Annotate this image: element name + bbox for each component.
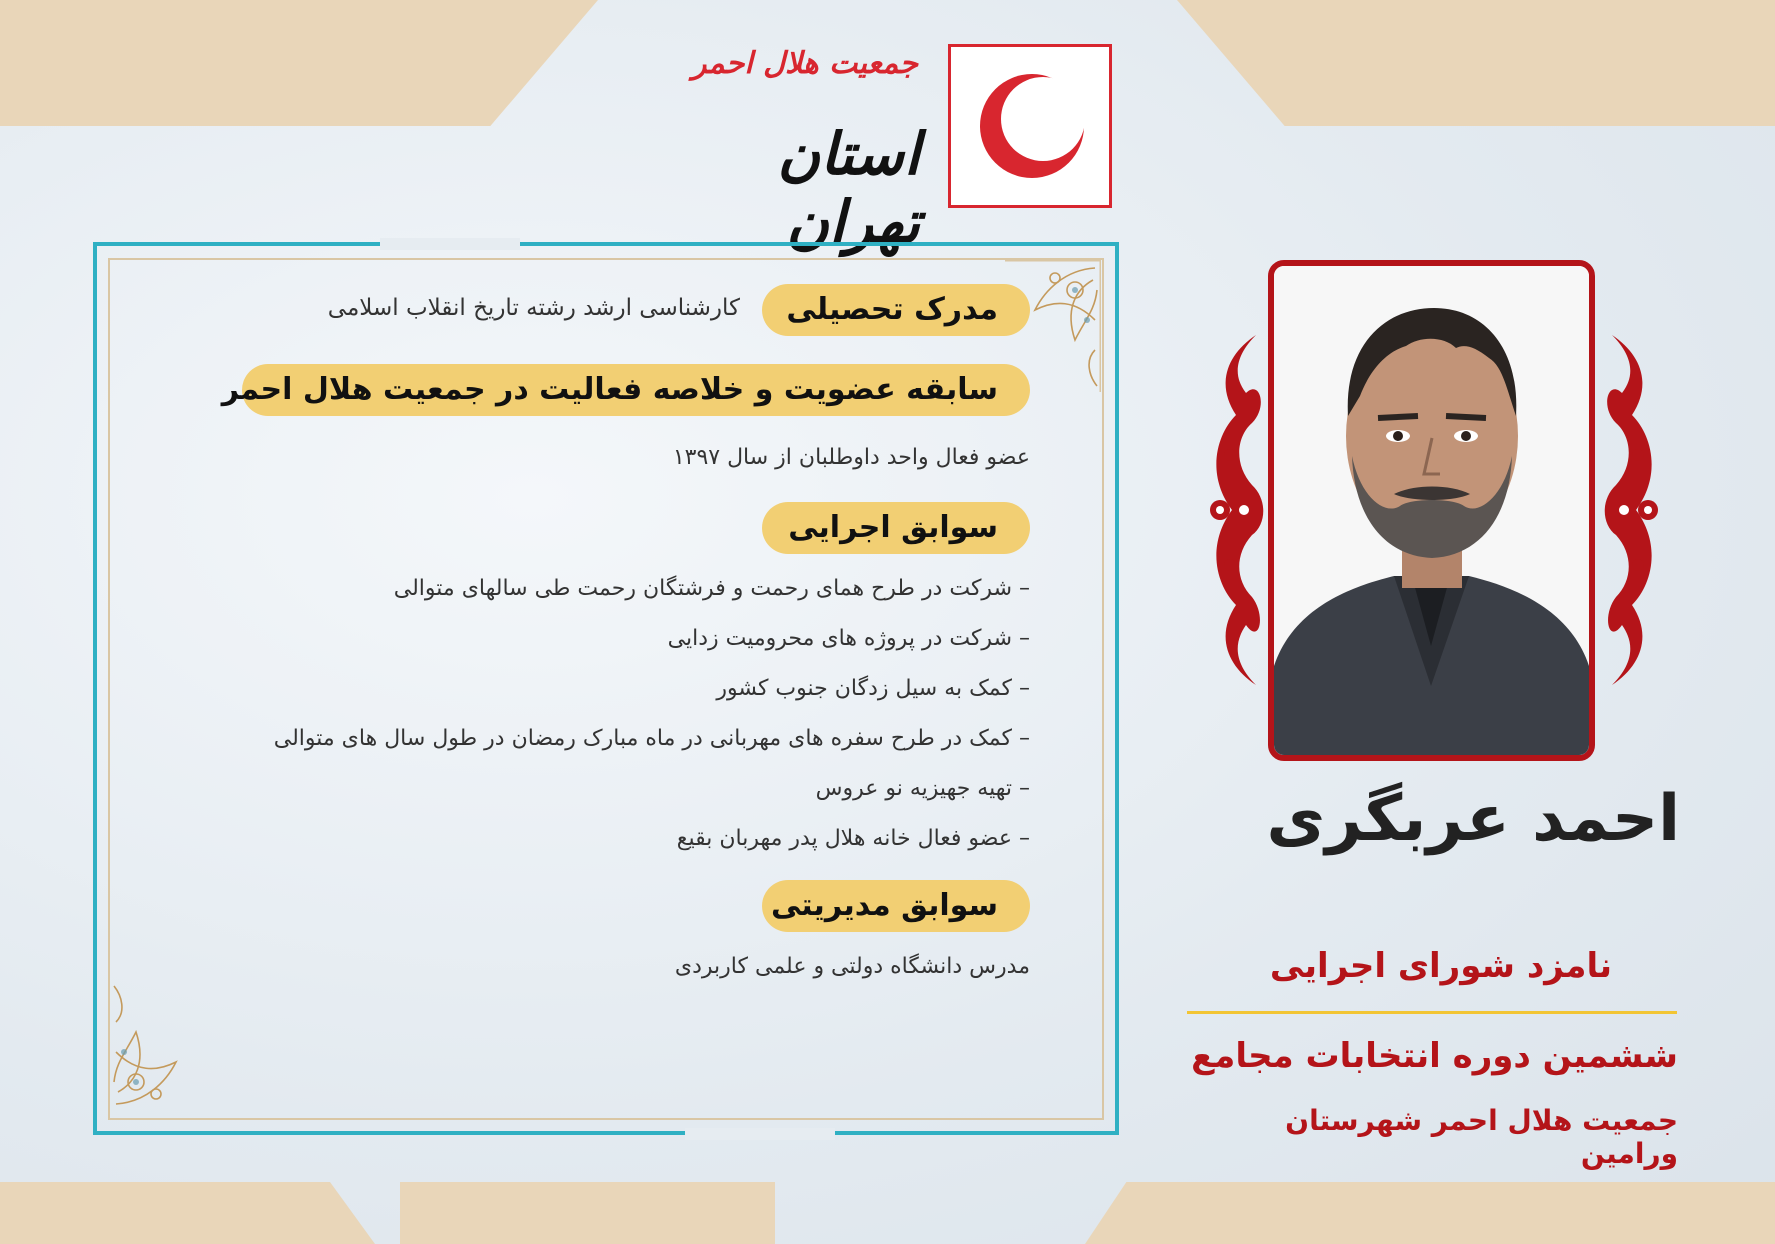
- election-title: ششمین دوره انتخابات مجامع: [1191, 1036, 1678, 1076]
- candidate-role: نامزد شورای اجرایی: [1269, 946, 1612, 986]
- red-crescent-logo: [948, 44, 1112, 208]
- divider: [1187, 1011, 1677, 1014]
- membership-value: عضو فعال واحد داوطلبان از سال ۱۳۹۷: [672, 445, 1030, 470]
- frame-gap-bottom: [685, 1128, 835, 1140]
- decor-band-bottom-right: [1085, 1182, 1775, 1244]
- candidate-photo: [1268, 260, 1595, 761]
- province-title: استان تهران: [777, 120, 920, 256]
- frame-gap-top: [380, 238, 520, 250]
- person-portrait-icon: [1274, 266, 1589, 755]
- red-crescent-icon: [979, 73, 1085, 179]
- education-heading: مدرک تحصیلی: [762, 284, 1030, 336]
- executive-item: – شرکت در پروژه های محرومیت زدایی: [667, 626, 1030, 651]
- management-heading: سوابق مدیریتی: [762, 880, 1030, 932]
- decor-band-bottom-left: [0, 1182, 375, 1244]
- decor-band-top-right: [1177, 0, 1775, 126]
- scroll-ornament-icon: [1196, 325, 1276, 695]
- ornament-corner-icon: [110, 980, 206, 1112]
- education-value: کارشناسی ارشد رشته تاریخ انقلاب اسلامی: [327, 295, 740, 321]
- executive-item: – عضو فعال خانه هلال پدر مهربان بقیع: [676, 826, 1030, 851]
- executive-item: – شرکت در طرح همای رحمت و فرشتگان رحمت طی سالهای متوالی: [393, 576, 1030, 601]
- membership-heading: سابقه عضویت و خلاصه فعالیت در جمعیت هلال احمر: [242, 364, 1030, 416]
- decor-band-top-left: [0, 0, 598, 126]
- scroll-ornament-icon: [1592, 325, 1672, 695]
- executive-item: – تهیه جهیزیه نو عروس: [815, 776, 1030, 801]
- society-name: جمعیت هلال احمر شهرستان ورامین: [1285, 1104, 1678, 1170]
- executive-heading: سوابق اجرایی: [762, 502, 1030, 554]
- management-value: مدرس دانشگاه دولتی و علمی کاربردی: [674, 954, 1030, 979]
- executive-item: – کمک به سیل زدگان جنوب کشور: [716, 676, 1030, 701]
- candidate-name: احمد عربگری: [1266, 782, 1680, 856]
- decor-band-bottom-center: [400, 1182, 775, 1244]
- organization-name: جمعیت هلال احمر: [691, 46, 918, 81]
- executive-item: – کمک در طرح سفره های مهربانی در ماه مبارک رمضان در طول سال های متوالی: [273, 726, 1030, 751]
